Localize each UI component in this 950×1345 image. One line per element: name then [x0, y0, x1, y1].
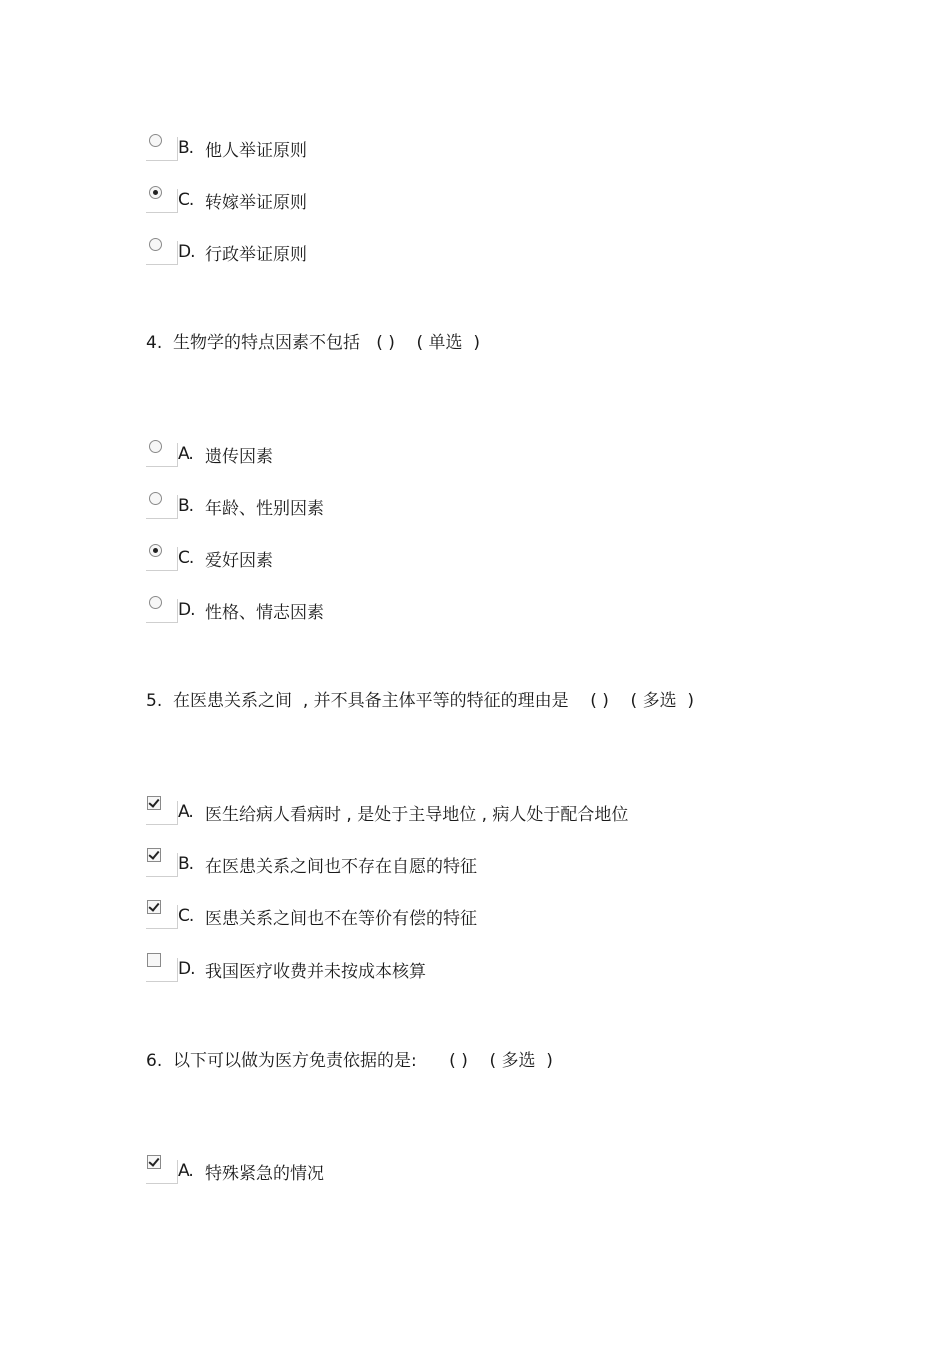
- option-letter: A.: [178, 1161, 193, 1181]
- option-letter: C.: [178, 906, 194, 926]
- q6-option-a-control[interactable]: [146, 1160, 178, 1184]
- radio-button-selected[interactable]: [149, 544, 162, 557]
- q3-option-b-control[interactable]: [146, 137, 178, 161]
- q4-option-d-control[interactable]: [146, 599, 178, 623]
- checkbox-checked[interactable]: [147, 848, 161, 862]
- option-text: 我国医疗收费并未按成本核算: [205, 961, 426, 982]
- option-text: 在医患关系之间也不存在自愿的特征: [205, 856, 477, 877]
- option-text: 特殊紧急的情况: [205, 1163, 324, 1184]
- option-letter: B.: [178, 496, 194, 516]
- q3-option-b[interactable]: [146, 133, 307, 163]
- radio-button[interactable]: [149, 492, 162, 505]
- q5-option-d[interactable]: [146, 954, 426, 984]
- option-text: 性格、情志因素: [205, 602, 324, 623]
- q3-option-d-control[interactable]: [146, 241, 178, 265]
- q4-option-b[interactable]: [146, 491, 324, 521]
- option-text: 遗传因素: [205, 446, 273, 467]
- radio-button-selected[interactable]: [149, 186, 162, 199]
- q4-question: 4. 生物学的特点因素不包括 ( ) ( 单选 ): [146, 333, 480, 353]
- q3-option-c[interactable]: [146, 185, 307, 215]
- q5-option-b[interactable]: [146, 849, 477, 879]
- option-text: 医生给病人看病时 , 是处于主导地位 , 病人处于配合地位: [205, 804, 629, 825]
- option-text: 医患关系之间也不在等价有偿的特征: [205, 908, 477, 929]
- q4-option-c[interactable]: [146, 543, 273, 573]
- q4-option-c-control[interactable]: [146, 547, 178, 571]
- radio-button[interactable]: [149, 238, 162, 251]
- option-letter: B.: [178, 138, 194, 158]
- option-letter: B.: [178, 854, 194, 874]
- q5-option-b-control[interactable]: [146, 853, 178, 877]
- option-letter: A.: [178, 444, 193, 464]
- radio-button[interactable]: [149, 440, 162, 453]
- q4-option-a-control[interactable]: [146, 443, 178, 467]
- option-letter: C.: [178, 548, 194, 568]
- q5-option-a[interactable]: [146, 797, 628, 827]
- q6-question: 6. 以下可以做为医方免责依据的是: ( ) ( 多选 ): [146, 1051, 553, 1071]
- q4-option-b-control[interactable]: [146, 495, 178, 519]
- radio-button[interactable]: [149, 134, 162, 147]
- checkbox-checked[interactable]: [147, 1155, 161, 1169]
- radio-button[interactable]: [149, 596, 162, 609]
- q4-option-d[interactable]: [146, 595, 324, 625]
- q5-option-a-control[interactable]: [146, 801, 178, 825]
- q3-option-c-control[interactable]: [146, 189, 178, 213]
- option-text: 爱好因素: [205, 550, 273, 571]
- option-letter: D.: [178, 600, 195, 620]
- checkbox[interactable]: [147, 953, 161, 967]
- option-text: 年龄、性别因素: [205, 498, 324, 519]
- option-letter: C.: [178, 190, 194, 210]
- option-letter: A.: [178, 802, 193, 822]
- option-text: 行政举证原则: [205, 244, 307, 265]
- option-letter: D.: [178, 959, 195, 979]
- option-letter: D.: [178, 242, 195, 262]
- checkbox-checked[interactable]: [147, 900, 161, 914]
- q3-option-d[interactable]: [146, 237, 307, 267]
- q5-option-c-control[interactable]: [146, 905, 178, 929]
- checkbox-checked[interactable]: [147, 796, 161, 810]
- q5-option-c[interactable]: [146, 901, 477, 931]
- option-text: 转嫁举证原则: [205, 192, 307, 213]
- q4-option-a[interactable]: [146, 439, 273, 469]
- q5-option-d-control[interactable]: [146, 958, 178, 982]
- option-text: 他人举证原则: [205, 140, 307, 161]
- q6-option-a[interactable]: [146, 1156, 324, 1186]
- q5-question: 5. 在医患关系之间 , 并不具备主体平等的特征的理由是 ( ) ( 多选 ): [146, 691, 695, 711]
